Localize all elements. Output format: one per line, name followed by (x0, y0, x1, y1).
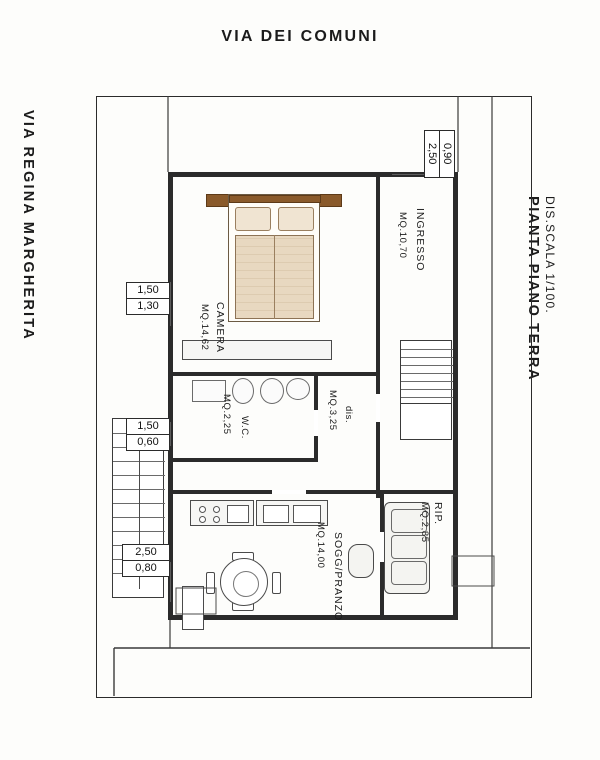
room-area-wc: MQ.2,25 (221, 394, 232, 435)
dimension-box-soggiorno: 2,50 0,80 (122, 544, 170, 577)
armchair (348, 544, 374, 578)
staircase-upper (400, 340, 452, 404)
dimension-box-wc: 1,50 0,60 (126, 418, 170, 451)
door-opening-camera (376, 394, 380, 422)
bed (228, 194, 320, 322)
dimension-box-camera: 1,50 1,30 (126, 282, 170, 315)
dining-table (220, 558, 268, 606)
cooktop-counter (190, 500, 254, 526)
room-label-dis: dis. (343, 406, 354, 424)
room-label-camera: CAMERA (214, 302, 226, 353)
window-camera-west (170, 282, 171, 326)
room-label-ingresso: INGRESSO (414, 208, 426, 272)
room-area-rip: MQ.2,85 (419, 502, 430, 543)
balcony-ledge (182, 586, 204, 630)
wall-south (168, 615, 458, 620)
quilt-center-seam (274, 235, 275, 319)
dimension-box-ingresso: 2,50 0,90 (424, 130, 455, 178)
window-wc-west (170, 422, 171, 446)
room-area-ingresso: MQ.10,70 (397, 212, 408, 259)
building-outline (168, 172, 458, 620)
room-area-soggiorno: MQ.14,00 (315, 522, 326, 569)
sink-fixture (286, 378, 310, 400)
pillow-right (278, 207, 314, 231)
door-opening-soggiorno (272, 490, 306, 494)
room-label-rip: RIP. (432, 502, 444, 526)
chair-west (206, 572, 215, 594)
bidet-fixture (232, 378, 254, 404)
room-label-soggiorno: SOGG/PRANZO (332, 532, 344, 622)
chair-east (272, 572, 281, 594)
drawing-title: PIANTA PIANO TERRA (525, 196, 541, 382)
room-label-wc: W.C. (239, 416, 250, 439)
drawing-scale: DIS.SCALA 1/100. (543, 196, 557, 314)
wall-rip-north (380, 490, 454, 494)
toilet-fixture (260, 378, 284, 404)
wall-east (453, 172, 458, 620)
room-area-dis: MQ.3,25 (327, 390, 338, 431)
staircase-landing (400, 404, 452, 440)
window-soggiorno-west (170, 562, 171, 602)
pillow-left (235, 207, 271, 231)
street-label-top: VIA DEI COMUNI (221, 28, 379, 45)
wall-wc-south (168, 458, 318, 462)
room-area-camera: MQ.14,62 (199, 304, 210, 351)
street-label-left: VIA REGINA MARGHERITA (20, 110, 36, 341)
wall-camera-south (168, 372, 380, 376)
bed-headboard (229, 195, 321, 203)
door-opening-wc (314, 410, 318, 436)
